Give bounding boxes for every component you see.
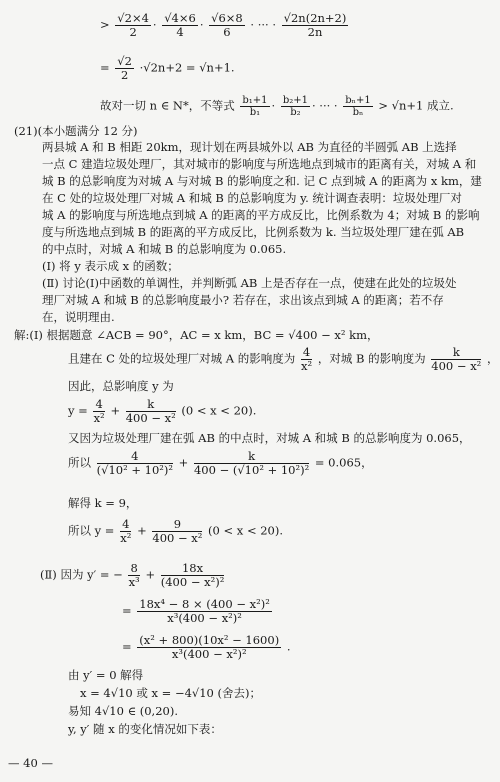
dots: · ··· · xyxy=(250,17,276,32)
frac-bn: $\frac{\text{bₙ+1}}{\text{bₙ}}$ xyxy=(345,95,371,118)
problem-line-4: 在 C 处的垃圾处理厂对城 A 和城 B 的总影响度为 y. 统计调查表明：垃圾处理厂对 xyxy=(42,191,462,205)
solution-line-1: 解:(Ⅰ) 根据题意 ∠ACB = 90°，AC = x km，BC = √400 − x² km， xyxy=(14,328,379,342)
solution-line-15: y, y′ 随 x 的变化情况如下表： xyxy=(68,722,222,736)
top-simplified: = $\frac{√2}{2}$ ·√2n+2 = √n+1. xyxy=(100,54,235,82)
solution-line-12: 由 y′ = 0 解得 xyxy=(68,668,144,682)
gt-sign: > xyxy=(100,17,110,32)
frac-2: $\frac{√4\times 6}{4}$ xyxy=(164,11,196,39)
problem-line-2: 一点 C 建造垃圾处理厂，其对城市的影响度与所选地点到城市的距离有关，对城 A 和 xyxy=(42,157,477,171)
solution-line-9: (Ⅱ) 因为 y′ = − $\frac{8}{\text{x³}}$ + $\frac{18x}{\text{(400 − x²)²}}$ xyxy=(40,561,225,589)
solution-line-3: 因此，总影响度 y 为 xyxy=(68,379,174,393)
question-2c: 在，说明理由. xyxy=(42,310,115,324)
solution-line-5: 又因为垃圾处理厂建在弧 AB 的中点时，对城 A 和城 B 的总影响度为 0.065， xyxy=(68,431,471,445)
solution-line-2: 且建在 C 处的垃圾处理厂对城 A 的影响度为 $\frac{4}{\text{x²}}$ ，对城 B 的影响度为 $\frac{k}{\text{400 − x²}}$ ， xyxy=(68,345,499,373)
frac-b2: $\frac{\text{b₂+1}}{\text{b₂}}$ xyxy=(282,95,308,118)
question-2a: (Ⅱ) 讨论(Ⅰ)中函数的单调性，并判断弧 AB 上是否存在一点，使建在此处的垃圾处 xyxy=(42,276,457,290)
problem-line-7: 的中点时，对城 A 和城 B 的总影响度为 0.065. xyxy=(42,242,287,256)
top-inequality: > $\frac{√2\times 4}{2}$ · $\frac{√4\times 6}{4}$ · $\frac{√6\times 8}{6}$ · ··· · $\frac{√2n(2n+2)}{2n}$ xyxy=(100,11,347,39)
frac-4: $\frac{√2n(2n+2)}{2n}$ xyxy=(283,11,347,39)
problem-line-1: 两县城 A 和 B 相距 20km，现计划在两县城外以 AB 为直径的半圆弧 AB 上选择 xyxy=(42,140,457,154)
question-2b: 理厂对城 A 和城 B 的总影响度最小? 若存在，求出该点到城 A 的距离；若不存 xyxy=(42,293,444,307)
frac-3: $\frac{√6\times 8}{6}$ xyxy=(211,11,243,39)
frac-5: $\frac{√2}{2}$ xyxy=(117,54,132,82)
frac-1: $\frac{√2\times 4}{2}$ xyxy=(117,11,149,39)
question-1: (Ⅰ) 将 y 表示成 x 的函数； xyxy=(42,259,179,273)
problem-line-5: 城 A 的影响度与所选地点到城 A 的距离的平方成反比，比例系数为 4；对城 B 的影响 xyxy=(42,208,480,222)
problem-line-6: 度与所选地点到城 B 的距离的平方成反比，比例系数为 k. 当垃圾处理厂建在弧 AB xyxy=(42,225,465,239)
solution-line-4: y = $\frac{4}{\text{x²}}$ + $\frac{k}{\text{400 − x²}}$ (0 < x < 20). xyxy=(68,397,257,425)
frac-b1: $\frac{\text{b₁+1}}{\text{b₁}}$ xyxy=(242,95,268,118)
solution-line-7: 解得 k = 9， xyxy=(68,496,138,510)
problem-header: (21)(本小题满分 12 分) xyxy=(14,124,138,138)
solution-line-8: 所以 y = $\frac{4}{\text{x²}}$ + $\frac{9}{\text{400 − x²}}$ (0 < x < 20). xyxy=(68,517,284,545)
solution-line-11: = $\frac{\text{(x² + 800)(10x² − 1600)}}{\text{x³(400 − x²)²}}$ . xyxy=(122,633,291,661)
solution-line-6: 所以 $\frac{4}{\text{(√10² + 10²)²}}$ + $\frac{k}{\text{400 − (√10² + 10²)²}}$ = 0.065， xyxy=(68,449,373,477)
solution-line-13: x = 4√10 或 x = −4√10 (舍去)； xyxy=(80,686,261,700)
problem-line-3: 城 B 的总影响度为对城 A 与对城 B 的影响度之和. 记 C 点到城 A 的距离为 x km，建 xyxy=(42,174,482,188)
page-number: — 40 — xyxy=(8,756,53,770)
top-conclusion: 故对一切 n ∈ N*，不等式 $\frac{\text{b₁+1}}{\text{b₁}}$ · $\frac{\text{b₂+1}}{\text{b₂}}$ · ··· · $\frac{\text{bₙ+1}}{\text{bₙ}}$ > √n+1 成立. xyxy=(100,95,454,118)
solution-line-14: 易知 4√10 ∈ (0,20). xyxy=(68,704,178,718)
solution-line-10: = $\frac{\text{18x⁴ − 8 × (400 − x²)²}}{\text{x³(400 − x²)²}}$ xyxy=(122,597,270,625)
